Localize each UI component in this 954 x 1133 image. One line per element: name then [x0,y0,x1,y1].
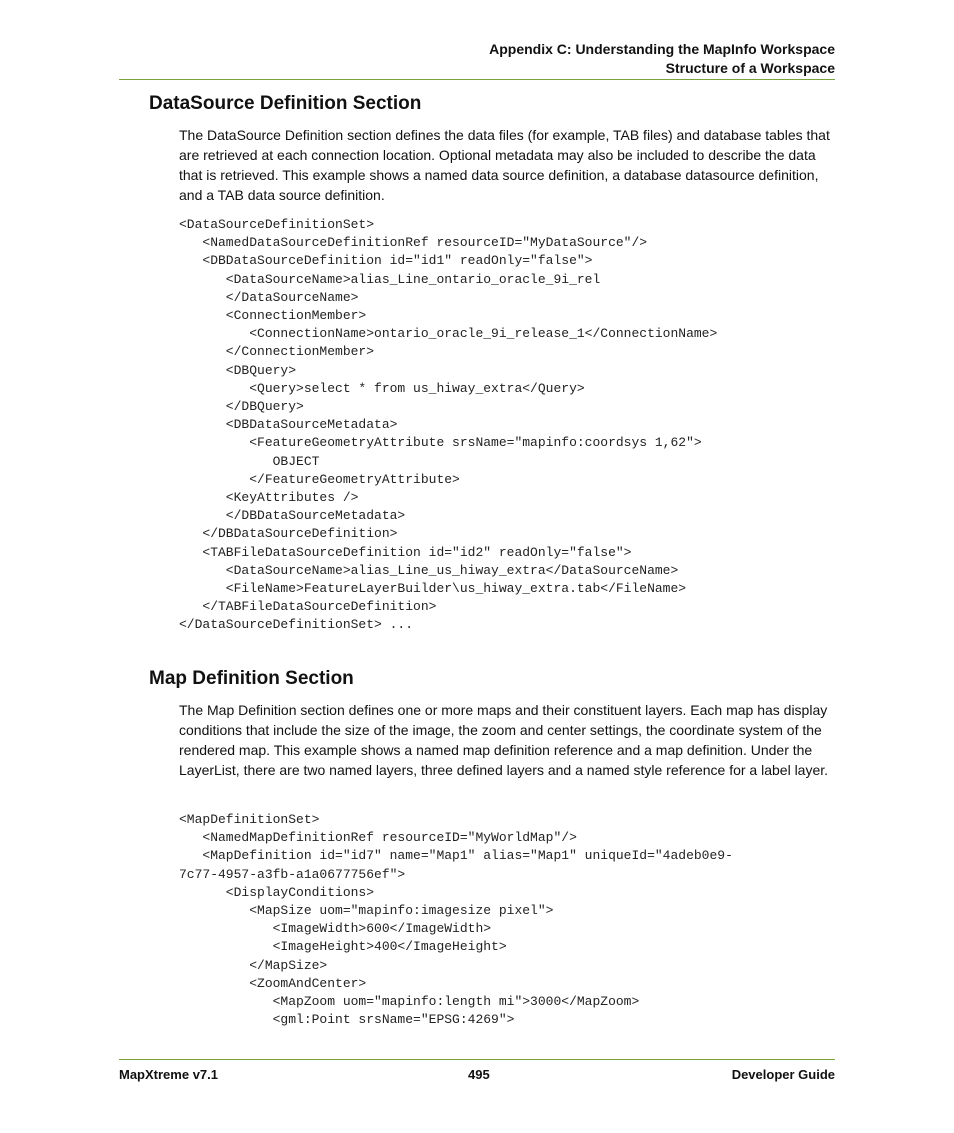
code-line: </DataSourceDefinitionSet> ... [179,617,414,633]
code-line: </DBDataSourceMetadata> [179,508,406,524]
code-line: 7c77-4957-a3fb-a1a0677756ef"> [179,866,406,882]
code-line: </DataSourceName> [179,289,359,305]
code-line: </FeatureGeometryAttribute> [179,471,460,487]
code-line: <FeatureGeometryAttribute srsName="mapinfo:coordsys 1,62"> [179,435,702,451]
footer-guide: Developer Guide [731,1067,835,1082]
running-header [489,40,835,78]
code-line: <DataSourceName>alias_Line_ontario_oracle_9i_rel [179,271,601,287]
section-heading-map: Map Definition Section [149,668,354,689]
code-line: <ConnectionMember> [179,308,367,324]
code-line: <Query>select * from us_hiway_extra</Query> [179,380,585,396]
code-line: <MapDefinitionSet> [179,812,320,827]
code-line: <NamedDataSourceDefinitionRef resourceID="MyDataSource"/> [179,235,648,251]
header-section: Structure of a Workspace [665,60,835,76]
code-line: <MapZoom uom="mapinfo:length mi">3000</MapZoom> [179,994,640,1010]
code-line: <DisplayConditions> [179,884,375,900]
code-line: <DBDataSourceDefinition id="id1" readOnly="false"> [179,253,593,269]
footer-rule [119,1059,835,1060]
section-paragraph-datasource: The DataSource Definition section defines the data files (for example, TAB files) and database tables that are retrieved at each connection location. Optional metadata may also be included to describe the data that is retrieved. This example shows a named data source definition, a database datasource definition, and a TAB data source definition. [179,127,830,203]
code-line: <ConnectionName>ontario_oracle_9i_release_1</ConnectionName> [179,326,718,342]
code-line: <gml:Point srsName="EPSG:4269"> [179,1012,515,1028]
code-block-map [179,811,733,1029]
code-block-datasource [179,216,717,635]
header-chapter: Appendix C: Understanding the MapInfo Workspace [489,41,835,57]
section-paragraph-map: The Map Definition section defines one or more maps and their constituent layers. Each map has display conditions that include the size of the image, the zoom and center settings, the coordinate system of the rendered map. This example shows a named map definition reference and a map definition. Under the LayerList, there are two named layers, three defined layers and a named style reference for a label layer. [179,702,829,778]
section-heading-datasource: DataSource Definition Section [149,93,422,114]
footer-page-number: 495 [468,1067,490,1082]
footer-product: MapXtreme v7.1 [119,1067,218,1082]
code-line: <FileName>FeatureLayerBuilder\us_hiway_extra.tab</FileName> [179,581,687,597]
code-line: <DataSourceDefinitionSet> [179,217,375,232]
code-line: <KeyAttributes /> [179,490,359,506]
code-line: <NamedMapDefinitionRef resourceID="MyWorldMap"/> [179,830,577,846]
code-line: <TABFileDataSourceDefinition id="id2" readOnly="false"> [179,544,632,560]
code-line: </DBDataSourceDefinition> [179,526,398,542]
code-line: </MapSize> [179,957,328,973]
code-line: OBJECT [179,453,320,469]
code-line: </ConnectionMember> [179,344,375,360]
code-line: <ImageHeight>400</ImageHeight> [179,939,507,955]
code-line: <MapSize uom="mapinfo:imagesize pixel"> [179,903,554,919]
code-line: <DataSourceName>alias_Line_us_hiway_extra</DataSourceName> [179,562,679,578]
code-line: </DBQuery> [179,399,304,415]
code-line: <DBDataSourceMetadata> [179,417,398,433]
code-line: <DBQuery> [179,362,297,378]
code-line: <ZoomAndCenter> [179,975,367,991]
code-line: </TABFileDataSourceDefinition> [179,599,437,615]
header-rule [119,79,835,80]
code-line: <MapDefinition id="id7" name="Map1" alias="Map1" uniqueId="4adeb0e9- [179,848,733,864]
code-line: <ImageWidth>600</ImageWidth> [179,921,492,937]
